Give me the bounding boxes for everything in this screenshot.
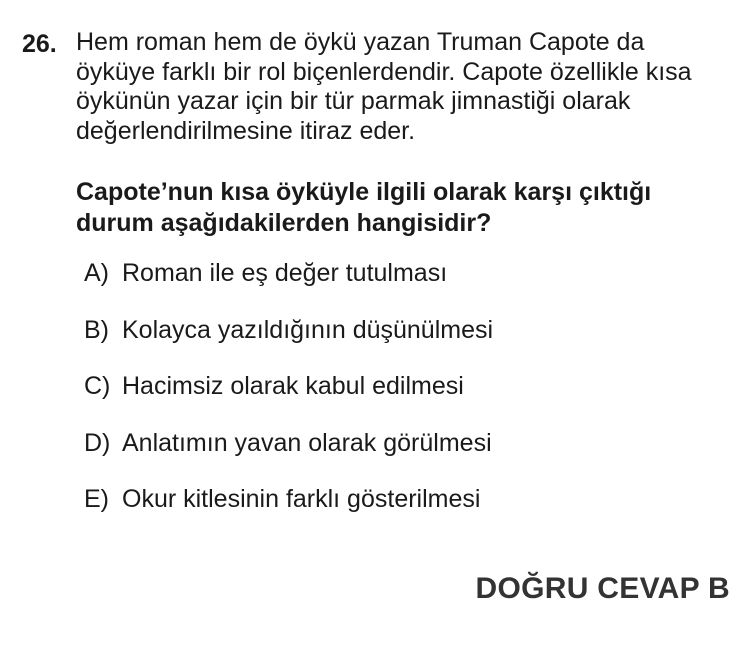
option-d: [84, 428, 724, 485]
stem-line: değerlendirilmesine itiraz eder.: [76, 116, 416, 145]
stem-line: öykünün yazar için bir tür parmak jimnastiği olarak: [76, 87, 631, 115]
question-stem: [76, 28, 736, 146]
option-a: [84, 258, 724, 315]
option-letter: B): [84, 315, 109, 344]
option-text: Anlatımın yavan olarak görülmesi: [122, 428, 492, 457]
option-letter: D): [84, 428, 111, 457]
stem-line: öyküye farklı bir rol biçenlerdendir. Capote özellikle kısa: [76, 57, 692, 86]
option-letter: A): [84, 259, 109, 287]
option-text: Okur kitlesinin farklı gösterilmesi: [122, 485, 481, 513]
option-e: [84, 484, 724, 541]
stem-line: Hem roman hem de öykü yazan Truman Capote da: [76, 28, 645, 56]
correct-answer-label: DOĞRU CEVAP B: [475, 572, 730, 605]
option-letter: C): [84, 372, 111, 400]
prompt-line: durum aşağıdakilerden hangisidir?: [76, 209, 492, 237]
option-b: [84, 315, 724, 372]
question-prompt: [76, 177, 736, 239]
option-text: Roman ile eş değer tutulması: [122, 259, 448, 287]
prompt-line: Capote’nun kısa öyküyle ilgili olarak karşı çıktığı: [76, 178, 652, 206]
option-text: Hacimsiz olarak kabul edilmesi: [122, 372, 464, 400]
option-letter: E): [84, 485, 109, 513]
option-c: [84, 371, 724, 428]
question-number: 26.: [22, 30, 57, 58]
answer-options: [84, 258, 724, 541]
option-text: Kolayca yazıldığının düşünülmesi: [122, 315, 494, 344]
